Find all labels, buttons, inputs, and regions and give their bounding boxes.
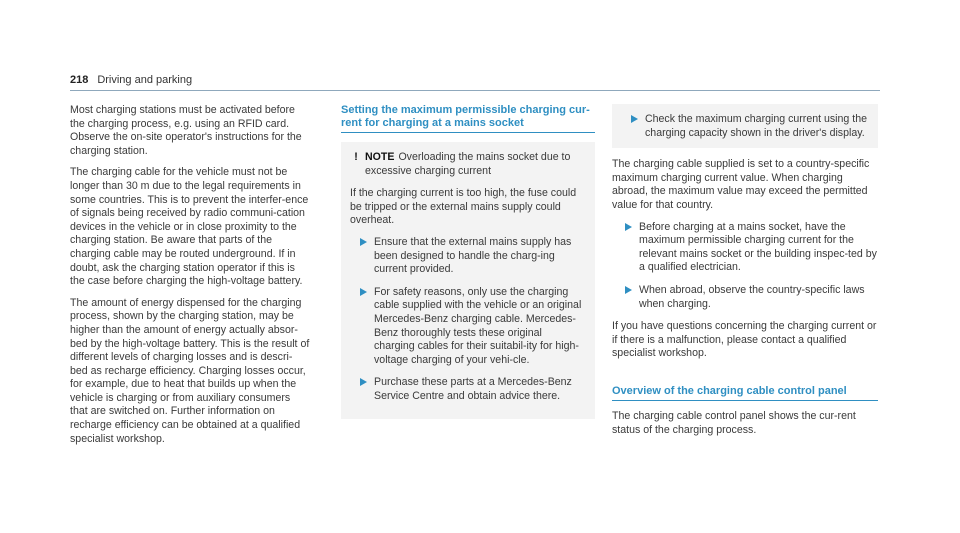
step-text: For safety reasons, only use the charging cable supplied with the vehicle or an original Mercedes-Benz charging cable. Mercedes-Benz thoroughly tests these original charging cables for their suitabil-ity for high-voltage charging of your vehi-cle. bbox=[374, 285, 582, 366]
note-text: If the charging current is too high, the fuse could be tripped or the external mains supply could overheat. bbox=[350, 187, 577, 227]
triangle-right-icon bbox=[615, 221, 639, 234]
triangle-right-icon bbox=[621, 113, 645, 126]
instruction-step bbox=[615, 284, 878, 311]
paragraph: Most charging stations must be activated before the charging process, e.g. using an RFID card. Observe the on-site operator's instructions for the charging station. bbox=[70, 104, 302, 157]
heading-divider bbox=[341, 132, 595, 133]
paragraph: The charging cable supplied is set to a country-specific maximum charging current value. When charging abroad, the maximum value may exceed the permitted value for that country. bbox=[612, 158, 870, 211]
section-heading: Overview of the charging cable control panel bbox=[612, 384, 847, 397]
instruction-step bbox=[350, 236, 583, 277]
column-middle bbox=[341, 104, 595, 419]
header-divider bbox=[70, 90, 880, 91]
instruction-step bbox=[621, 113, 868, 140]
instruction-step bbox=[615, 221, 878, 275]
note-header bbox=[347, 151, 583, 178]
heading-divider bbox=[612, 400, 878, 401]
note-box bbox=[341, 142, 595, 419]
paragraph: The amount of energy dispensed for the charging process, shown by the charging station, may be higher than the amount of energy actually absor-bed by the high-voltage battery. This is the result of different levels of charging losses and is descri-bed as recharge efficiency. Charging losses occur, for example, due to heat that builds up when the vehicle is charging or from auxiliary consumers that are switched on. Further information on recharge efficiency can be obtained at a qualified specialist workshop. bbox=[70, 296, 310, 445]
exclamation-icon: ! bbox=[354, 151, 358, 163]
step-text: Purchase these parts at a Mercedes-Benz Service Centre and obtain advice there. bbox=[374, 376, 572, 402]
instruction-box bbox=[612, 104, 878, 148]
step-text: Before charging at a mains socket, have the maximum permissible charging current for the relevant mains socket or the building inspec-ted by a qualified electrician. bbox=[639, 220, 877, 274]
note-body bbox=[347, 187, 583, 403]
column-right bbox=[612, 104, 878, 445]
triangle-right-icon bbox=[350, 286, 374, 299]
step-text: Check the maximum charging current using the charging capacity shown in the driver's display. bbox=[645, 113, 867, 139]
paragraph: The charging cable control panel shows the cur-rent status of the charging process. bbox=[612, 409, 856, 436]
step-text: Ensure that the external mains supply has been designed to handle the charg-ing current provided. bbox=[374, 235, 572, 276]
column-left bbox=[70, 104, 310, 454]
page-number: 218 bbox=[70, 74, 89, 86]
section-title: Driving and parking bbox=[97, 74, 193, 86]
note-label: NOTE bbox=[365, 151, 395, 163]
instruction-step bbox=[350, 286, 583, 368]
page-header bbox=[70, 74, 880, 90]
paragraph: The charging cable for the vehicle must not be longer than 30 m due to the legal requirements in some countries. This is to prevent the interfer-ence of signals being received by radio communi-cation devices in the vehicle or in close proximity to the charging station. Be aware that parts of the charging cable may be routed underground. If in doubt, ask the charging station operator if this is the case before charging the high-voltage battery. bbox=[70, 166, 309, 288]
triangle-right-icon bbox=[615, 284, 639, 297]
note-title: Overloading the mains socket due to excessive charging current bbox=[365, 151, 571, 177]
triangle-right-icon bbox=[350, 236, 374, 249]
instruction-step bbox=[350, 376, 583, 403]
section-heading: Setting the maximum permissible charging cur-rent for charging at a mains socket bbox=[341, 104, 590, 129]
triangle-right-icon bbox=[350, 376, 374, 389]
paragraph: If you have questions concerning the charging current or if there is a malfunction, please contact a qualified specialist workshop. bbox=[612, 320, 877, 360]
step-text: When abroad, observe the country-specific laws when charging. bbox=[639, 283, 865, 310]
